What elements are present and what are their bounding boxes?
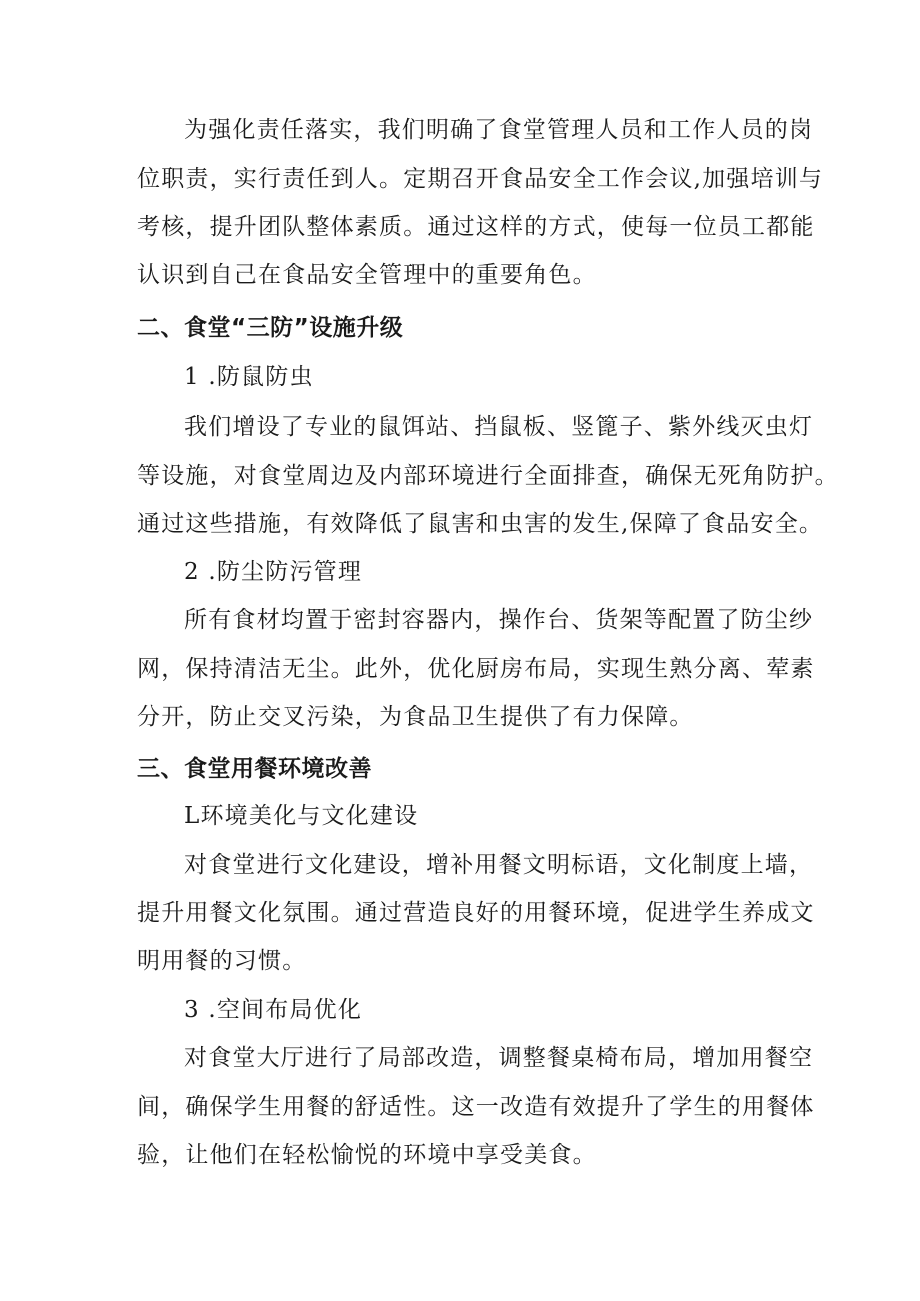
section-3-sub-1-line-3: 明用餐的习惯。 [137, 948, 307, 974]
paragraph-1-line-4: 认识到自己在食品安全管理中的重要角色。 [137, 262, 597, 288]
paragraph-1-line-3: 考核，提升团队整体素质。通过这样的方式，使每一位员工都能 [137, 214, 815, 240]
paragraph-1-line-1: 为强化责任落实，我们明确了食堂管理人员和工作人员的岗 [184, 117, 814, 143]
section-2-sub-2-title: 2 .防尘防污管理 [184, 559, 363, 585]
section-3-sub-2-line-3: 验，让他们在轻松愉悦的环境中享受美食。 [137, 1142, 597, 1168]
section-2-sub-2-line-1: 所有食材均置于密封容器内，操作台、货架等配置了防尘纱 [184, 607, 814, 633]
section-2-sub-1-title: 1 .防鼠防虫 [184, 364, 314, 390]
section-2-sub-1-line-3: 通过这些措施，有效降低了鼠害和虫害的发生,保障了食品安全。 [137, 511, 824, 537]
paragraph-1-line-2: 位职责，实行责任到人。定期召开食品安全工作会议,加强培训与 [137, 166, 824, 192]
section-2-heading: 二、食堂“三防”设施升级 [137, 315, 404, 341]
section-3-sub-1-line-2: 提升用餐文化氛围。通过营造良好的用餐环境，促进学生养成文 [137, 900, 815, 926]
section-2-sub-1-line-1: 我们增设了专业的鼠饵站、挡鼠板、竖篦子、紫外线灭虫灯 [184, 414, 814, 440]
section-2-sub-2-line-2: 网，保持清洁无尘。此外，优化厨房布局，实现生熟分离、荤素 [137, 656, 815, 682]
section-3-sub-1-line-1: 对食堂进行文化建设，增补用餐文明标语，文化制度上墙， [184, 852, 814, 878]
section-2-sub-1-line-2: 等设施，对食堂周边及内部环境进行全面排查，确保无死角防护。 [137, 463, 839, 489]
section-3-sub-2-title: 3 .空间布局优化 [184, 997, 363, 1023]
section-3-heading: 三、食堂用餐环境改善 [137, 756, 372, 782]
section-3-sub-2-line-2: 间，确保学生用餐的舒适性。这一改造有效提升了学生的用餐体 [137, 1094, 815, 1120]
section-2-sub-2-line-3: 分开，防止交叉污染，为食品卫生提供了有力保障。 [137, 704, 694, 730]
section-3-sub-2-line-1: 对食堂大厅进行了局部改造，调整餐桌椅布局，增加用餐空 [184, 1045, 814, 1071]
section-3-sub-1-title: L环境美化与文化建设 [184, 803, 419, 829]
